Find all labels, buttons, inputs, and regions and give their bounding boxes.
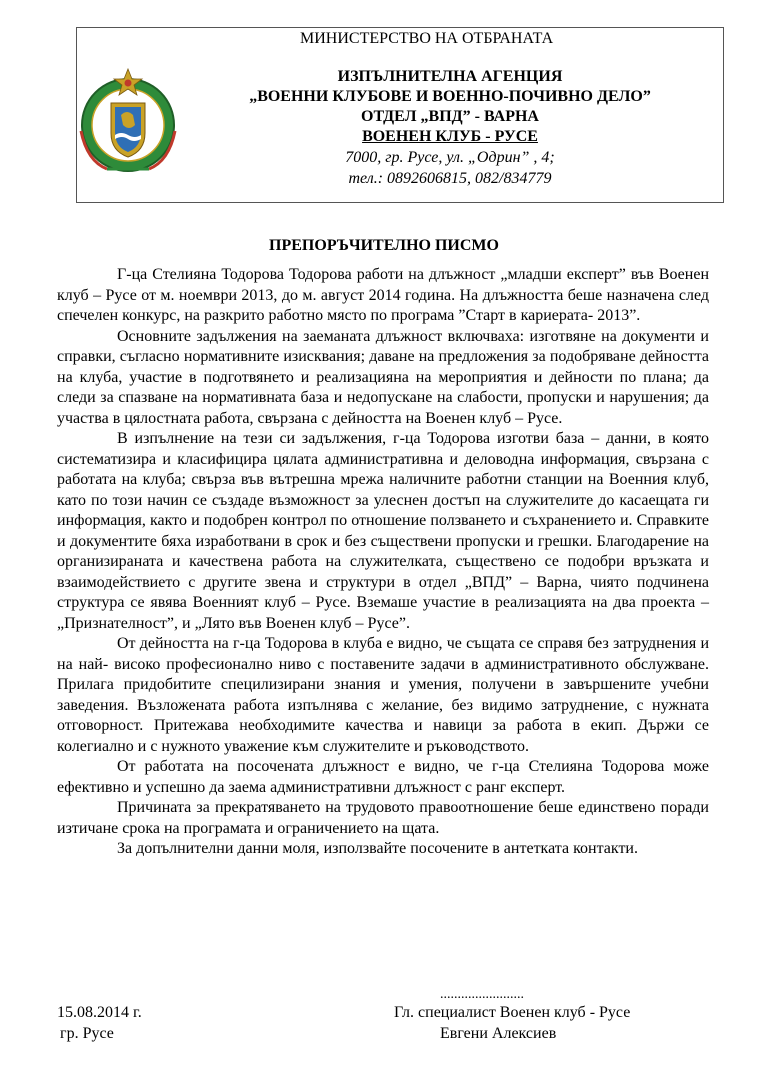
paragraph: Основните задължения на заеманата длъжност включваха: изготвяне на документи и справки, съгласно нормативните изисквания; даване на предложения за подобряване дейността на клуба, участие в подготвянето и реализацияна на мероприятия и дейности по плана; да следи за спазване на нормативната база и недопускане на слабости, пропуски и нарушения; да участва в цялостната работа, свързана с дейността на Военен клуб – Русе. — [57, 327, 709, 427]
paragraph: В изпълнение на тези си задължения, г-ца Тодорова изготви база – данни, в която систематизира и класифицира цялата административна и деловодна информация, свързана с работата на клуба; свърза във вътрешна мрежа наличните работни станции на Военния клуб, като по този начин се създаде възможност за улеснен достъп на служителите до касаещата ги информация, както и подобрен контрол по отношение ползването и съхранението и. Справките и документите бяха изработвани в срок и без съществени пропуски и грешки. Благодарение на организираната и качествена работа на служителката, съществено се подобри връзката и взаимодействието с другите звена и структури в отдел „ВПД” – Варна, чиято подчинена структура се явява Военният клуб – Русе. Вземаше участие в реализацията на два проекта – „Признателност”, и „Лято във Военен клуб – Русе”. — [57, 430, 709, 632]
agency-line-1: ИЗПЪЛНИТЕЛНА АГЕНЦИЯ — [337, 68, 563, 85]
letter-date: 15.08.2014 г. — [57, 1004, 142, 1021]
letter-title: ПРЕПОРЪЧИТЕЛНО ПИСМО — [269, 237, 499, 254]
signer-position: Гл. специалист Военен клуб - Русе — [394, 1004, 631, 1021]
club-name: ВОЕНЕН КЛУБ - РУСЕ — [362, 128, 538, 145]
ministry-name: МИНИСТЕРСТВО НА ОТБРАНАТА — [300, 30, 554, 47]
agency-line-2: „ВОЕННИ КЛУБОВЕ И ВОЕННО-ПОЧИВНО ДЕЛО” — [249, 88, 651, 105]
signer-name: Евгени Алексиев — [440, 1025, 557, 1042]
paragraph: От дейността на г-ца Тодорова в клуба е видно, че същата се справя без затруднения и на най- високо професионално ниво с поставените задачи в административното обслужване. Прилага придобитите специлизирани знания и умения, получени в завършените учебни заведения. Възложената работа изпълнява с желание, без видимо затруднение, с нужната отговорност. Притежава необходимите качества и навици за работа в екип. Държи се колегиално и с нужното уважение към служителите и ръководството. — [57, 635, 709, 755]
department-name: ОТДЕЛ „ВПД” - ВАРНА — [361, 108, 539, 125]
paragraph: За допълнителни данни моля, използвайте посочените в антетката контакти. — [117, 840, 638, 857]
paragraph: Г-ца Стелияна Тодорова Тодорова работи на длъжност „младши експерт” във Военен клуб – Русе от м. ноември 2013, до м. август 2014 година. На длъжността беше назначена след спечелен конкурс, на разкрито работно място по програма ”Старт в кариерата- 2013”. — [57, 266, 709, 324]
letter-body — [57, 265, 709, 860]
letter-place: гр. Русе — [60, 1025, 114, 1042]
paragraph: Причината за прекратяването на трудовото правоотношение беше единствено поради изтичане срока на програмата и ограничението на щата. — [57, 799, 709, 837]
club-address: 7000, гр. Русе, ул. „Одрин” , 4; — [345, 149, 555, 166]
club-phone: тел.: 0892606815, 082/834779 — [348, 170, 552, 187]
signature-line: ........................ — [440, 987, 524, 1002]
paragraph: От работата на посочената длъжност е видно, че г-ца Стелияна Тодорова може ефективно и успешно да заема административни длъжност с ранг експерт. — [57, 758, 709, 796]
military-clubs-emblem-icon — [77, 65, 179, 175]
